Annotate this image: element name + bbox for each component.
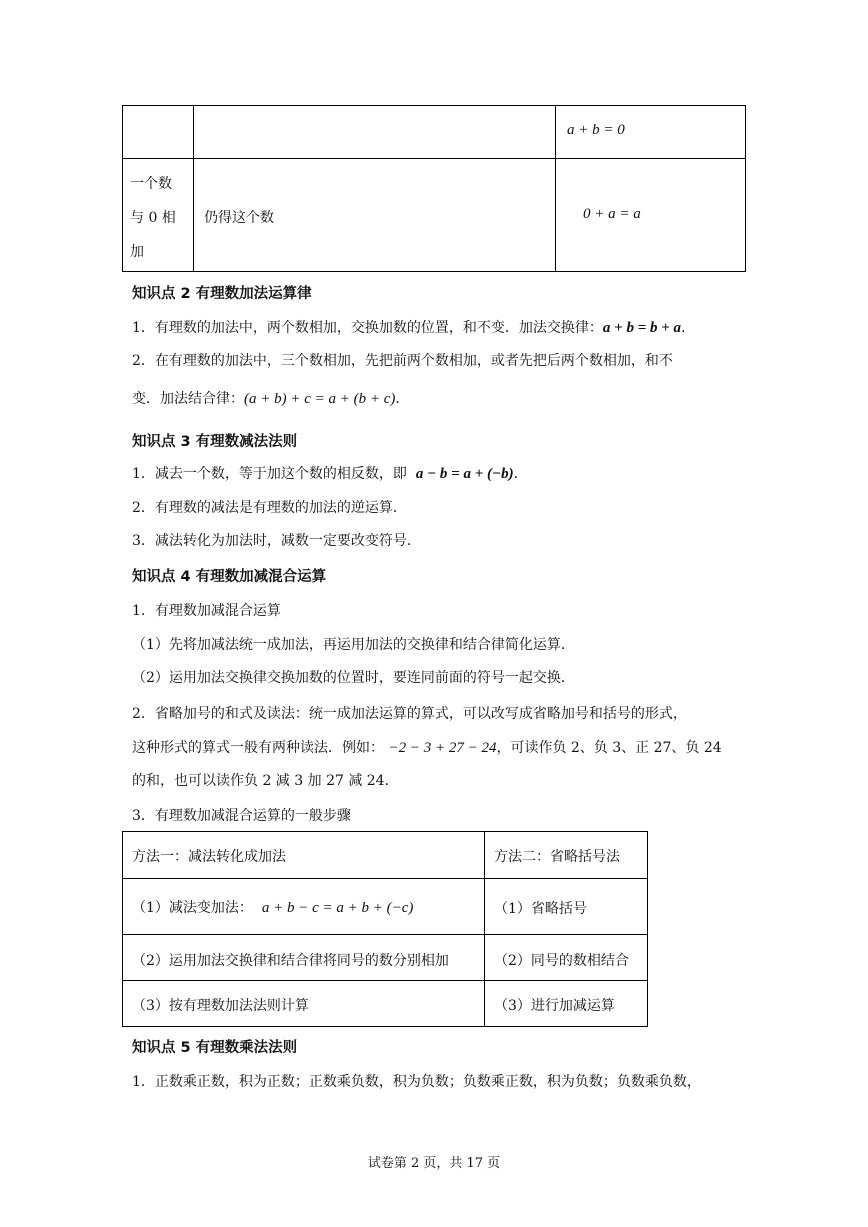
table-cell-formula: 0 + a = a bbox=[583, 206, 641, 222]
paragraph-text: 1．有理数的加法中，两个数相加，交换加数的位置，和不变．加法交换律： bbox=[132, 320, 603, 336]
section-heading: 知识点 3 有理数减法法则 bbox=[132, 434, 298, 450]
paragraph: 的和，也可以读作负 2 减 3 加 27 减 24． bbox=[132, 773, 399, 789]
paragraph-text: 1．减去一个数，等于加这个数的相反数，即 bbox=[132, 466, 407, 482]
paragraph bbox=[132, 463, 528, 483]
paragraph: 2．省略加号的和式及读法：统一成加法运算的算式，可以改写成省略加号和括号的形式， bbox=[132, 706, 687, 722]
table-cell-text: 仍得这个数 bbox=[204, 210, 274, 226]
paragraph: 1．正数乘正数，积为正数；正数乘负数，积为负数；负数乘正数，积为负数；负数乘负数， bbox=[132, 1074, 701, 1090]
paragraph: （1）先将加减法统一成加法，再运用加法的交换律和结合律简化运算． bbox=[132, 637, 575, 653]
paragraph-end: ． bbox=[681, 320, 696, 336]
table-cell: （2）同号的数相结合 bbox=[494, 953, 629, 969]
paragraph bbox=[132, 388, 409, 408]
table-header: 方法二：省略括号法 bbox=[494, 849, 620, 865]
table-cell: （3）按有理数加法法则计算 bbox=[132, 998, 309, 1014]
paragraph: 3．减法转化为加法时，减数一定要改变符号． bbox=[132, 533, 421, 549]
paragraph: 1．有理数加减混合运算 bbox=[132, 603, 281, 619]
table-cell-label: 与 0 相 bbox=[130, 210, 176, 226]
table-cell-label: 一个数 bbox=[130, 176, 172, 192]
table-cell-label: 加 bbox=[130, 244, 144, 260]
paragraph-text: ，可读作负 2、负 3、正 27、负 24 bbox=[496, 740, 722, 756]
formula: a + b = b + a bbox=[602, 320, 682, 336]
page-footer: 试卷第 2 页，共 17 页 bbox=[367, 1156, 501, 1171]
table-cell-formula: a + b = 0 bbox=[567, 122, 625, 138]
table-header: 方法一：减法转化成加法 bbox=[132, 849, 286, 865]
table-cell-text: （1）减法变加法： bbox=[132, 900, 253, 916]
formula: a − b = a + (−b) bbox=[415, 466, 514, 482]
paragraph bbox=[132, 737, 722, 757]
section-heading: 知识点 2 有理数加法运算律 bbox=[132, 286, 312, 302]
formula: (a + b) + c = a + (b + c) bbox=[244, 391, 396, 407]
paragraph-end: ． bbox=[513, 466, 528, 482]
paragraph: 2．有理数的减法是有理数的加法的逆运算． bbox=[132, 500, 407, 516]
paragraph bbox=[132, 317, 695, 337]
paragraph-text: 变．加法结合律： bbox=[132, 391, 244, 407]
table-cell bbox=[132, 897, 413, 917]
paragraph-text: 这种形式的算式一般有两种读法．例如： bbox=[132, 740, 384, 756]
paragraph-end: ． bbox=[395, 391, 410, 407]
formula: −2 − 3 + 27 − 24 bbox=[388, 740, 497, 756]
paragraph: 2．在有理数的加法中，三个数相加，先把前两个数相加，或者先把后两个数相加，和不 bbox=[132, 353, 673, 369]
paragraph: （2）运用加法交换律交换加数的位置时，要连同前面的符号一起交换． bbox=[132, 670, 575, 686]
table-cell: （3）进行加减运算 bbox=[494, 998, 615, 1014]
table-cell: （2）运用加法交换律和结合律将同号的数分别相加 bbox=[132, 953, 449, 969]
section-heading: 知识点 4 有理数加减混合运算 bbox=[132, 569, 327, 585]
section-heading: 知识点 5 有理数乘法法则 bbox=[132, 1040, 298, 1056]
paragraph: 3．有理数加减混合运算的一般步骤 bbox=[132, 808, 351, 824]
formula: a + b − c = a + b + (−c) bbox=[261, 900, 414, 916]
table-cell: （1）省略括号 bbox=[494, 901, 587, 917]
